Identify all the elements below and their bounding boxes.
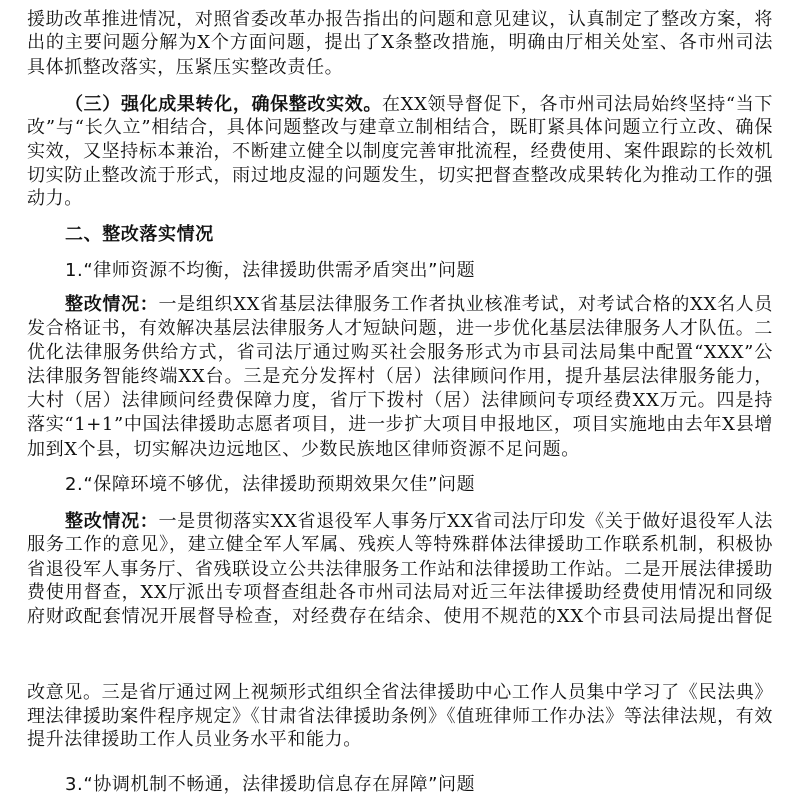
body-text: 落实“1+1”中国法律援助志愿者项目，进一步扩大项目申报地区，项目实施地由去年X县增 (27, 414, 773, 435)
body-text: 改意见。三是省厅通过网上视频形式组织全省法律援助中心工作人员集中学习了《民法典》 (27, 682, 773, 703)
paragraph-line (27, 681, 773, 705)
paragraph-line (27, 558, 773, 582)
paragraph-line (27, 56, 773, 80)
body-text: 援助改革推进情况，对照省委改革办报告指出的问题和意见建议，认真制定了整改方案，将 (27, 9, 773, 30)
paragraph-line (27, 389, 773, 413)
body-text: 法律服务智能终端XX台。三是充分发挥村（居）法律顾问作用，提升基层法律服务能力， (27, 366, 773, 387)
section-heading: 3.“协调机制不畅通，法律援助信息存在屏障”问题 (65, 774, 476, 795)
paragraph-line (27, 705, 773, 729)
body-text: 服务工作的意见》，建立健全军人军属、残疾人等特殊群体法律援助工作联系机制，积极协 (27, 534, 773, 555)
paragraph-line (27, 413, 773, 437)
body-text: 切实防止整改流于形式，雨过地皮湿的问题发生，切实把督查整改成果转化为推动工作的强 (27, 165, 773, 186)
body-text: 加到X个县，切实解决边远地区、少数民族地区律师资源不足问题。 (27, 439, 580, 460)
body-text: 费使用督查，XX厅派出专项督查组赴各市州司法局对近三年法律援助经费使用情况和同级 (27, 582, 773, 603)
paragraph-line (27, 140, 773, 164)
section-heading: 2.“保障环境不够优，法律援助预期效果欠佳”问题 (65, 474, 476, 495)
body-text: 改”与“长久立”相结合，具体问题整改与建章立制相结合，既盯紧具体问题立行立改、确保 (27, 117, 773, 138)
paragraph-line (27, 533, 773, 557)
body-text: 理法律援助案件程序规定》《甘肃省法律援助条例》《值班律师工作办法》等法律法规，有效 (27, 706, 773, 727)
paragraph-line (65, 293, 773, 317)
body-text: 大村（居）法律顾问经费保障力度，省厅下拨村（居）法律顾问专项经费XX万元。四是持 (27, 390, 773, 411)
section-heading: 1.“律师资源不均衡，法律援助供需矛盾突出”问题 (65, 260, 476, 281)
body-text: 实效，又坚持标本兼治，不断建立健全以制度完善审批流程，经费使用、案件跟踪的长效机 (27, 141, 773, 162)
paragraph-line (27, 187, 773, 211)
body-text: 发合格证书，有效解决基层法律服务人才短缺问题，进一步优化基层法律服务人才队伍。二 (27, 318, 773, 339)
body-text: 府财政配套情况开展督导检查，对经费存在结余、使用不规范的XX个市县司法局提出督促 (27, 606, 773, 627)
paragraph-line (65, 510, 773, 534)
paragraph-line (27, 365, 773, 389)
bold-lead-text: 整改情况： (65, 294, 159, 315)
paragraph-line (27, 317, 773, 341)
paragraph-line (27, 164, 773, 188)
bold-lead-text: 整改情况： (65, 511, 159, 532)
body-text: 动力。 (27, 188, 83, 209)
body-text: 一是贯彻落实XX省退役军人事务厅XX省司法厅印发《关于做好退役军人法 (158, 511, 773, 532)
body-text: 在XX领导督促下，各市州司法局始终坚持“当下 (382, 94, 773, 115)
paragraph-line (27, 8, 773, 32)
body-text: 省退役军人事务厅、省残联设立公共法律服务工作站和法律援助工作站。二是开展法律援助 (27, 559, 773, 580)
paragraph-line (27, 728, 773, 752)
paragraph-line (27, 438, 773, 462)
body-text: 具体抓整改落实，压紧压实整改责任。 (27, 57, 344, 78)
body-text: 出的主要问题分解为X个方面问题，提出了X条整改措施，明确由厅相关处室、各市州司法 (27, 32, 773, 53)
paragraph-line (27, 341, 773, 365)
paragraph-line (27, 581, 773, 605)
paragraph-line (65, 93, 773, 117)
section-heading: 二、整改落实情况 (65, 224, 214, 245)
paragraph-line (27, 31, 773, 55)
body-text: 提升法律援助工作人员业务水平和能力。 (27, 729, 362, 750)
paragraph-line (27, 116, 773, 140)
body-text: 优化法律服务供给方式，省司法厅通过购买社会服务形式为市县司法局集中配置“XXX”公 (27, 342, 773, 363)
paragraph-line (27, 605, 773, 629)
body-text: 一是组织XX省基层法律服务工作者执业核准考试，对考试合格的XX名人员 (158, 294, 773, 315)
bold-lead-text: （三）强化成果转化，确保整改实效。 (65, 94, 383, 115)
